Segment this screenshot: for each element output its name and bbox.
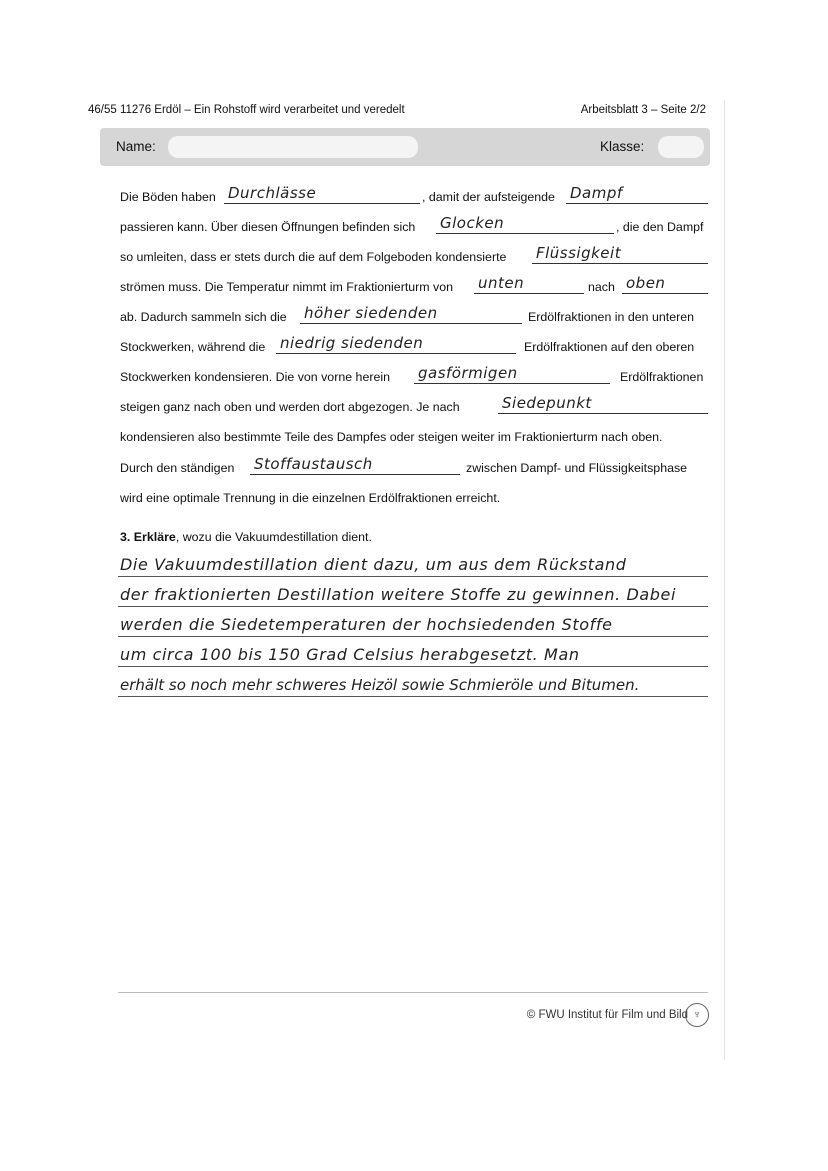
- text-line-11: wird eine optimale Trennung in die einzelnen Erdölfraktionen erreicht.: [120, 491, 501, 505]
- name-field[interactable]: [168, 136, 418, 158]
- blank-2[interactable]: Dampf: [566, 179, 708, 204]
- text-line-9: kondensieren also bestimmte Teile des Dampfes oder steigen weiter im Fraktionierturm nach oben.: [120, 430, 663, 444]
- footer-credit: © FWU Institut für Film und Bild: [526, 1009, 688, 1021]
- text-line-7: Stockwerken kondensieren. Die von vorne herein gasförmigen Erdölfraktionen: [120, 360, 710, 390]
- question-text: , wozu die Vakuumdestillation dient.: [175, 530, 372, 544]
- blank-1[interactable]: Durchlässe: [224, 179, 420, 204]
- answer-line-3[interactable]: werden die Siedetemperaturen der hochsiedenden Stoffe: [118, 608, 708, 637]
- text-line-5: ab. Dadurch sammeln sich die höher siedenden Erdölfraktionen in den unteren: [120, 300, 710, 330]
- answer-line-5[interactable]: erhält so noch mehr schweres Heizöl sowie Schmieröle und Bitumen.: [118, 668, 708, 697]
- text-line-2: passieren kann. Über diesen Öffnungen befinden sich Glocken , die den Dampf: [120, 210, 710, 240]
- answer-line-4[interactable]: um circa 100 bis 150 Grad Celsius herabgesetzt. Man: [118, 638, 708, 667]
- blank-5[interactable]: unten: [474, 269, 584, 294]
- name-label: Name:: [116, 139, 156, 154]
- page-edge: [724, 100, 725, 1060]
- text-line-3: so umleiten, dass er stets durch die auf dem Folgeboden kondensierte Flüssigkeit: [120, 240, 710, 270]
- question-number: 3.: [120, 530, 131, 544]
- blank-10[interactable]: Siedepunkt: [498, 389, 708, 414]
- text-line-10: Durch den ständigen Stoffaustausch zwischen Dampf- und Flüssigkeitsphase: [120, 451, 710, 481]
- header-right: Arbeitsblatt 3 – Seite 2/2: [580, 104, 706, 116]
- blank-4[interactable]: Flüssigkeit: [532, 239, 708, 264]
- answer-line-1[interactable]: Die Vakuumdestillation dient dazu, um aus dem Rückstand: [118, 548, 708, 577]
- blank-3[interactable]: Glocken: [436, 209, 614, 234]
- answer-line-2[interactable]: der fraktionierten Destillation weitere Stoffe zu gewinnen. Dabei: [118, 578, 708, 607]
- blank-6[interactable]: oben: [622, 269, 708, 294]
- blank-9[interactable]: gasförmigen: [414, 359, 610, 384]
- fwu-logo-icon: ♆: [685, 1003, 709, 1027]
- text-line-4: strömen muss. Die Temperatur nimmt im Fraktionierturm von unten nach oben: [120, 270, 710, 300]
- text-line-6: Stockwerken, während die niedrig siedenden Erdölfraktionen auf den oberen: [120, 330, 710, 360]
- blank-8[interactable]: niedrig siedenden: [276, 329, 516, 354]
- class-label: Klasse:: [600, 139, 645, 154]
- blank-11[interactable]: Stoffaustausch: [250, 450, 460, 475]
- blank-7[interactable]: höher siedenden: [300, 299, 522, 324]
- header-left: 46/55 11276 Erdöl – Ein Rohstoff wird verarbeitet und veredelt: [88, 104, 405, 116]
- text-line-8: steigen ganz nach oben und werden dort abgezogen. Je nach Siedepunkt: [120, 390, 710, 420]
- footer-divider: [118, 992, 708, 993]
- text-line-1: Die Böden haben Durchlässe , damit der aufsteigende Dampf: [120, 180, 710, 210]
- question-verb: Erkläre: [133, 530, 176, 544]
- class-field[interactable]: [658, 136, 704, 158]
- question-3: [120, 530, 372, 544]
